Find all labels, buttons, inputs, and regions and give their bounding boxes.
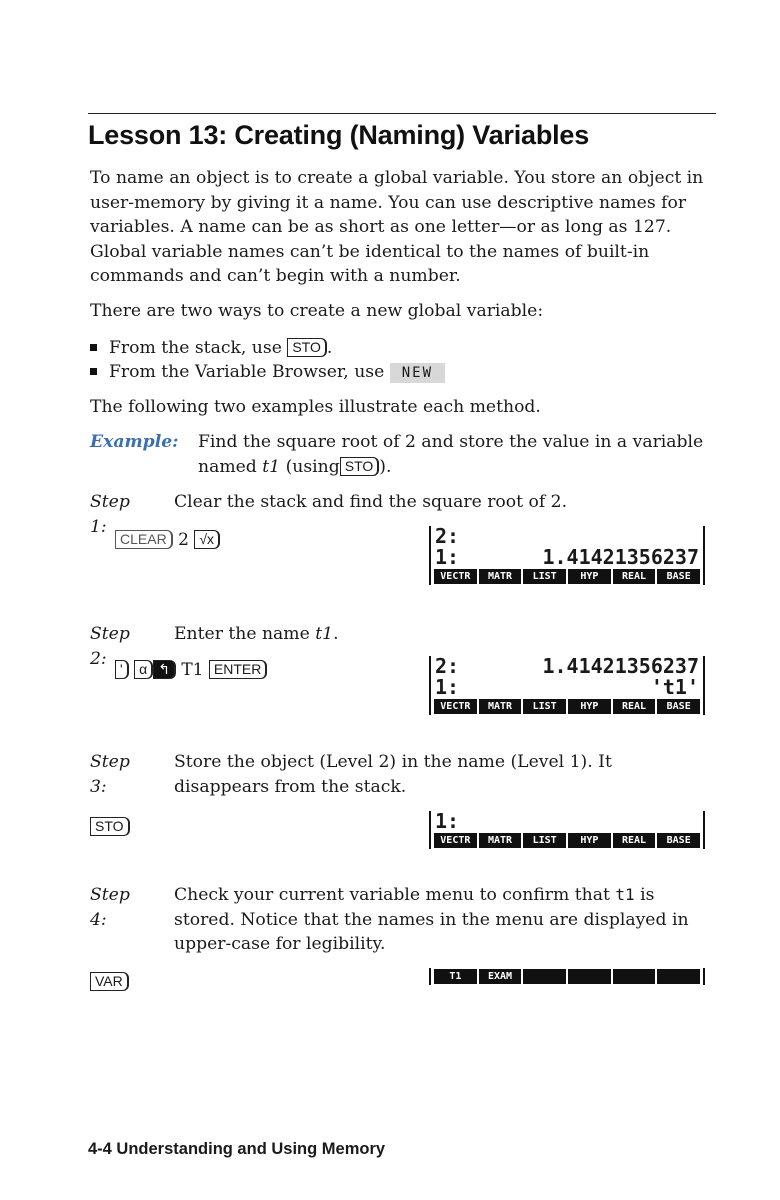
menu-base[interactable]: BASE [657,569,700,584]
menu-matr[interactable]: MATR [479,833,522,848]
lcd-screen-3 [429,811,705,849]
bullet-1-end: . [326,338,333,358]
example-text-2b: (using [285,456,340,477]
menu-empty-6[interactable] [657,969,700,984]
menu-base[interactable]: BASE [657,833,700,848]
step-3-keys [90,817,130,837]
menu-exam[interactable]: EXAM [479,969,522,984]
step-2-keys [115,660,267,680]
sto-key[interactable]: STO [287,338,327,357]
step-2-end: . [333,624,339,644]
example-text-1: Find the square root of 2 and store the value in a variable [198,432,704,452]
lcd-level-2-value: 1.41421356237 [542,654,699,678]
bullet-2-text: From the Variable Browser, use [109,362,385,382]
step-1-keys [115,530,220,550]
lcd-screen-4 [429,968,705,985]
example-label: Example: [90,432,179,452]
step-3-text: Store the object (Level 2) in the name (Level 1). It disappears from the stack. [174,752,612,797]
menu-base[interactable]: BASE [657,699,700,714]
lcd-level-1 [431,677,703,698]
menu-real[interactable]: REAL [613,833,656,848]
lcd-level-1 [431,547,703,568]
menu-hyp[interactable]: HYP [568,699,611,714]
var-key[interactable]: VAR [90,972,129,991]
menu-real[interactable]: REAL [613,699,656,714]
left-shift-key[interactable]: ↰ [153,660,176,679]
step-4-text-a: Check your current variable menu to confirm that [174,885,610,905]
lcd-level-1-value: 1.41421356237 [542,545,699,569]
bullet-1 [90,336,332,360]
lcd-level-1-label: 1: [435,675,460,699]
enter-key[interactable]: ENTER [209,660,267,679]
example-var: t1 [262,456,281,477]
step-4-label: Step 4: [90,885,130,930]
menu-t1[interactable]: T1 [434,969,477,984]
menu-empty-4[interactable] [568,969,611,984]
step-2-label: Step 2: [90,624,130,669]
menu-hyp[interactable]: HYP [568,833,611,848]
example-sto-key[interactable]: STO [340,457,380,476]
example-text-2c: ). [379,456,392,477]
lcd-level-1-label: 1: [435,545,460,569]
menu-vectr[interactable]: VECTR [434,699,477,714]
page-footer: 4-4 Understanding and Using Memory [88,1140,386,1158]
page-title: Lesson 13: Creating (Naming) Variables [88,120,590,150]
menu-list[interactable]: LIST [523,699,566,714]
tick-key[interactable]: ' [115,660,129,679]
lcd-var-menu [434,969,700,984]
lcd-screen-1 [429,526,705,585]
menu-hyp[interactable]: HYP [568,569,611,584]
lcd-level-1 [431,811,703,832]
menu-list[interactable]: LIST [523,569,566,584]
lcd-level-2-label: 2: [435,654,460,678]
lcd-menu-3 [434,833,700,848]
lcd-level-2-label: 2: [435,524,460,548]
menu-list[interactable]: LIST [523,833,566,848]
bullet-1-text: From the stack, use [109,338,282,358]
lcd-level-2 [431,526,703,547]
new-softkey[interactable]: NEW [390,363,445,383]
top-rule [88,113,716,114]
t1-text: T1 [181,660,204,680]
step-4-var: t1 [615,885,635,904]
digit-two: 2 [178,530,189,550]
ways-intro: There are two ways to create a new global variable: [90,301,544,321]
sto-key[interactable]: STO [90,817,130,836]
step-4-keys [90,972,129,992]
following-text: The following two examples illustrate each method. [90,397,541,417]
step-4-text-b: is stored. Notice that the names in the menu are displayed in upper-case for legibility. [174,885,689,954]
menu-matr[interactable]: MATR [479,699,522,714]
sqrt-key[interactable]: √x [194,530,220,549]
menu-empty-3[interactable] [523,969,566,984]
lcd-menu-1 [434,569,700,584]
menu-real[interactable]: REAL [613,569,656,584]
step-1-text: Clear the stack and find the square root of 2. [174,492,568,512]
step-3-label: Step 3: [90,752,130,797]
lcd-level-1-label: 1: [435,809,460,833]
example-text-2a: named [198,456,257,477]
lcd-screen-2 [429,656,705,715]
bullet-dot [90,344,97,351]
lcd-level-1-value: 't1' [650,675,699,699]
step-2-var: t1 [315,624,334,644]
lcd-menu-2 [434,699,700,714]
menu-vectr[interactable]: VECTR [434,833,477,848]
lcd-level-2 [431,656,703,677]
menu-matr[interactable]: MATR [479,569,522,584]
bullet-2 [90,360,445,384]
intro-paragraph: To name an object is to create a global variable. You store an object in user-memory by giving it a name. You can use descriptive names for variables. A name can be as short as one letter—or as long as 127. Global variable names can’t be identical to the names of built-in commands and can’t begin with a number. [90,168,704,286]
menu-empty-5[interactable] [613,969,656,984]
bullet-dot [90,368,97,375]
step-2-text: Enter the name [174,624,310,644]
step-1-label: Step 1: [90,492,130,537]
menu-vectr[interactable]: VECTR [434,569,477,584]
alpha-key[interactable]: α [134,660,153,679]
clear-key[interactable]: CLEAR [115,530,173,549]
